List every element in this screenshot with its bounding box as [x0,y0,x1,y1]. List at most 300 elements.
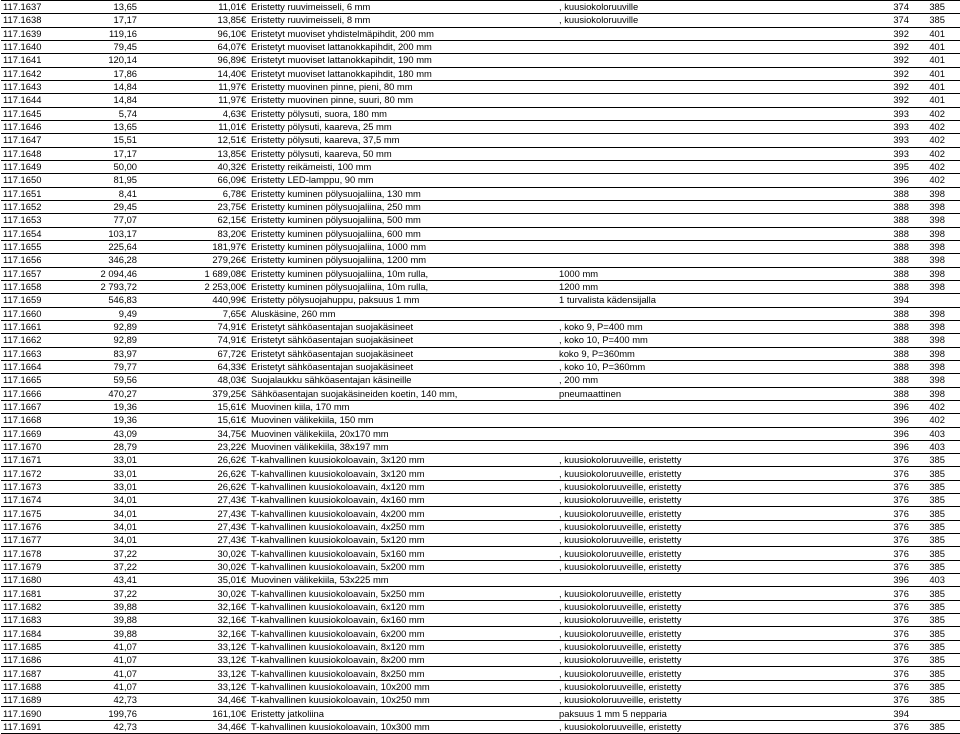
product-extra-info: , koko 10, P=360mm [557,360,873,373]
product-description: Eristetty kuminen pölysuojaliina, 10m rulla, [249,267,557,280]
product-description: T-kahvallinen kuusiokoloavain, 5x160 mm [249,547,557,560]
price-gross: 59,56 [95,374,139,387]
table-row [1,200,960,213]
price-list-rows [1,1,960,734]
product-description: T-kahvallinen kuusiokoloavain, 8x250 mm [249,667,557,680]
product-description: T-kahvallinen kuusiokoloavain, 5x250 mm [249,587,557,600]
product-extra-info: , koko 9, P=400 mm [557,320,873,333]
currency-symbol: € [241,147,249,160]
group-code-1: 376 [873,494,913,507]
product-extra-info: , kuusiokoloruuveille, eristetty [557,614,873,627]
group-code-2: 401 [913,54,960,67]
product-code: 117.1689 [1,694,95,707]
group-code-1: 376 [873,640,913,653]
price-gross: 50,00 [95,160,139,173]
product-description: Eristetty pölysuti, kaareva, 50 mm [249,147,557,160]
price-gross: 13,65 [95,1,139,14]
table-row [1,640,960,653]
group-code-1: 388 [873,360,913,373]
price-net: 27,43 [139,507,241,520]
product-extra-info [557,214,873,227]
currency-symbol: € [241,654,249,667]
group-code-2: 385 [913,627,960,640]
price-gross: 92,89 [95,334,139,347]
table-row [1,27,960,40]
group-code-2: 403 [913,427,960,440]
product-extra-info: pneumaattinen [557,387,873,400]
product-description: Muovinen välikekiila, 53x225 mm [249,574,557,587]
product-extra-info: , kuusiokoloruuveille, eristetty [557,507,873,520]
table-row [1,14,960,27]
group-code-2: 385 [913,667,960,680]
product-description: Muovinen välikekiila, 20x170 mm [249,427,557,440]
price-gross: 14,84 [95,80,139,93]
price-net: 33,12 [139,667,241,680]
currency-symbol: € [241,414,249,427]
group-code-1: 374 [873,1,913,14]
table-row [1,520,960,533]
product-description: Eristetty kuminen pölysuojaliina, 500 mm [249,214,557,227]
price-net: 13,85 [139,147,241,160]
product-code: 117.1638 [1,14,95,27]
product-code: 117.1659 [1,294,95,307]
price-gross: 17,86 [95,67,139,80]
product-extra-info [557,440,873,453]
currency-symbol: € [241,574,249,587]
product-code: 117.1673 [1,480,95,493]
price-net: 440,99 [139,294,241,307]
price-net: 27,43 [139,494,241,507]
price-net: 27,43 [139,520,241,533]
table-row [1,107,960,120]
product-code: 117.1656 [1,254,95,267]
price-net: 27,43 [139,534,241,547]
group-code-2: 398 [913,334,960,347]
product-extra-info: , koko 10, P=400 mm [557,334,873,347]
price-net: 32,16 [139,627,241,640]
currency-symbol: € [241,360,249,373]
product-description: T-kahvallinen kuusiokoloavain, 3x120 mm [249,454,557,467]
group-code-1: 392 [873,40,913,53]
product-description: Eristetyt muoviset lattanokkapihdit, 190 mm [249,54,557,67]
group-code-1: 376 [873,627,913,640]
product-code: 117.1654 [1,227,95,240]
currency-symbol: € [241,400,249,413]
group-code-2: 398 [913,254,960,267]
product-code: 117.1680 [1,574,95,587]
currency-symbol: € [241,94,249,107]
product-code: 117.1660 [1,307,95,320]
product-extra-info: , kuusiokoloruuveille, eristetty [557,640,873,653]
group-code-1: 396 [873,427,913,440]
group-code-1: 392 [873,94,913,107]
price-gross: 39,88 [95,600,139,613]
currency-symbol: € [241,467,249,480]
table-row [1,720,960,733]
group-code-1: 376 [873,654,913,667]
product-description: Eristetyt muoviset yhdistelmäpihdit, 200 mm [249,27,557,40]
product-code: 117.1679 [1,560,95,573]
price-gross: 103,17 [95,227,139,240]
product-extra-info [557,307,873,320]
price-gross: 119,16 [95,27,139,40]
product-description: Eristetty reikämeisti, 100 mm [249,160,557,173]
product-description: Eristetty pölysuti, kaareva, 25 mm [249,120,557,133]
currency-symbol: € [241,494,249,507]
group-code-2: 402 [913,134,960,147]
table-row [1,214,960,227]
group-code-2: 398 [913,387,960,400]
table-row [1,400,960,413]
group-code-1: 376 [873,600,913,613]
group-code-1: 396 [873,414,913,427]
price-net: 74,91 [139,334,241,347]
product-code: 117.1641 [1,54,95,67]
price-net: 1 689,08 [139,267,241,280]
price-gross: 15,51 [95,134,139,147]
product-code: 117.1657 [1,267,95,280]
product-code: 117.1685 [1,640,95,653]
product-code: 117.1677 [1,534,95,547]
table-row [1,614,960,627]
product-extra-info: , kuusiokoloruuveille, eristetty [557,534,873,547]
product-description: Eristetyt sähköasentajan suojakäsineet [249,360,557,373]
group-code-2: 402 [913,174,960,187]
currency-symbol: € [241,547,249,560]
price-gross: 28,79 [95,440,139,453]
table-row [1,427,960,440]
currency-symbol: € [241,107,249,120]
group-code-2: 403 [913,574,960,587]
product-description: Eristetty kuminen pölysuojaliina, 130 mm [249,187,557,200]
table-row [1,494,960,507]
product-description: T-kahvallinen kuusiokoloavain, 3x120 mm [249,467,557,480]
group-code-2: 401 [913,40,960,53]
price-gross: 41,07 [95,667,139,680]
table-row [1,360,960,373]
product-code: 117.1668 [1,414,95,427]
price-net: 11,01 [139,1,241,14]
currency-symbol: € [241,307,249,320]
product-description: Eristetty muovinen pinne, pieni, 80 mm [249,80,557,93]
group-code-1: 396 [873,174,913,187]
group-code-2: 402 [913,414,960,427]
group-code-2: 398 [913,347,960,360]
currency-symbol: € [241,347,249,360]
product-code: 117.1691 [1,720,95,733]
group-code-1: 376 [873,520,913,533]
price-net: 30,02 [139,547,241,560]
currency-symbol: € [241,667,249,680]
product-description: Eristetty pölysuti, kaareva, 37,5 mm [249,134,557,147]
product-code: 117.1652 [1,200,95,213]
price-net: 67,72 [139,347,241,360]
currency-symbol: € [241,427,249,440]
product-code: 117.1655 [1,240,95,253]
price-net: 379,25 [139,387,241,400]
price-gross: 43,41 [95,574,139,587]
product-extra-info: , kuusiokoloruuveille, eristetty [557,667,873,680]
currency-symbol: € [241,387,249,400]
group-code-1: 376 [873,720,913,733]
group-code-2: 385 [913,694,960,707]
product-extra-info: , kuusiokoloruuveille, eristetty [557,520,873,533]
table-row [1,694,960,707]
currency-symbol: € [241,587,249,600]
product-code: 117.1665 [1,374,95,387]
product-code: 117.1648 [1,147,95,160]
group-code-1: 388 [873,280,913,293]
product-code: 117.1670 [1,440,95,453]
price-gross: 14,84 [95,94,139,107]
price-net: 33,12 [139,680,241,693]
table-row [1,147,960,160]
group-code-1: 396 [873,574,913,587]
group-code-2: 385 [913,494,960,507]
product-description: T-kahvallinen kuusiokoloavain, 4x120 mm [249,480,557,493]
price-gross: 37,22 [95,547,139,560]
price-net: 62,15 [139,214,241,227]
product-code: 117.1658 [1,280,95,293]
price-net: 13,85 [139,14,241,27]
group-code-2: 401 [913,94,960,107]
price-gross: 19,36 [95,414,139,427]
product-extra-info: , kuusiokoloruuveille, eristetty [557,547,873,560]
product-extra-info [557,200,873,213]
group-code-2: 385 [913,600,960,613]
price-net: 33,12 [139,654,241,667]
table-row [1,654,960,667]
currency-symbol: € [241,227,249,240]
table-row [1,1,960,14]
table-row [1,454,960,467]
product-extra-info: , kuusiokoloruuveille, eristetty [557,467,873,480]
price-gross: 34,01 [95,520,139,533]
table-row [1,187,960,200]
product-code: 117.1642 [1,67,95,80]
price-net: 35,01 [139,574,241,587]
product-extra-info: , kuusiokoloruuveille, eristetty [557,494,873,507]
price-net: 26,62 [139,467,241,480]
group-code-2: 385 [913,720,960,733]
currency-symbol: € [241,254,249,267]
currency-symbol: € [241,80,249,93]
product-description: Eristetyt sähköasentajan suojakäsineet [249,320,557,333]
product-code: 117.1667 [1,400,95,413]
group-code-2: 385 [913,507,960,520]
product-extra-info [557,254,873,267]
group-code-2: 398 [913,214,960,227]
product-code: 117.1653 [1,214,95,227]
price-net: 279,26 [139,254,241,267]
group-code-2: 385 [913,587,960,600]
currency-symbol: € [241,627,249,640]
product-extra-info: , kuusiokoloruuville [557,14,873,27]
product-description: Aluskäsine, 260 mm [249,307,557,320]
group-code-2: 402 [913,160,960,173]
group-code-2: 385 [913,640,960,653]
table-row [1,320,960,333]
price-gross: 225,64 [95,240,139,253]
table-row [1,467,960,480]
table-row [1,480,960,493]
table-row [1,414,960,427]
currency-symbol: € [241,707,249,720]
product-extra-info [557,40,873,53]
group-code-2: 385 [913,654,960,667]
currency-symbol: € [241,214,249,227]
currency-symbol: € [241,67,249,80]
price-gross: 79,45 [95,40,139,53]
product-code: 117.1683 [1,614,95,627]
group-code-2 [913,707,960,720]
price-gross: 470,27 [95,387,139,400]
product-code: 117.1637 [1,1,95,14]
product-description: T-kahvallinen kuusiokoloavain, 6x200 mm [249,627,557,640]
product-description: T-kahvallinen kuusiokoloavain, 4x250 mm [249,520,557,533]
currency-symbol: € [241,27,249,40]
price-net: 96,10 [139,27,241,40]
table-row [1,507,960,520]
product-extra-info [557,227,873,240]
group-code-1: 388 [873,200,913,213]
table-row [1,280,960,293]
price-gross: 79,77 [95,360,139,373]
currency-symbol: € [241,374,249,387]
product-code: 117.1682 [1,600,95,613]
product-code: 117.1686 [1,654,95,667]
price-net: 7,65 [139,307,241,320]
group-code-1: 393 [873,134,913,147]
product-code: 117.1651 [1,187,95,200]
group-code-2: 398 [913,200,960,213]
price-gross: 43,09 [95,427,139,440]
price-net: 40,32 [139,160,241,173]
price-net: 34,46 [139,720,241,733]
group-code-1: 388 [873,254,913,267]
price-net: 83,20 [139,227,241,240]
product-extra-info: , kuusiokoloruuville [557,1,873,14]
group-code-1: 376 [873,480,913,493]
price-gross: 33,01 [95,454,139,467]
group-code-1: 376 [873,667,913,680]
product-description: Eristetyt sähköasentajan suojakäsineet [249,347,557,360]
product-extra-info: koko 9, P=360mm [557,347,873,360]
group-code-1: 394 [873,707,913,720]
product-description: T-kahvallinen kuusiokoloavain, 10x300 mm [249,720,557,733]
table-row [1,347,960,360]
product-extra-info [557,414,873,427]
product-extra-info: paksuus 1 mm 5 nepparia [557,707,873,720]
product-extra-info [557,240,873,253]
currency-symbol: € [241,280,249,293]
price-gross: 83,97 [95,347,139,360]
price-gross: 17,17 [95,14,139,27]
group-code-2: 385 [913,547,960,560]
product-extra-info [557,574,873,587]
table-row [1,387,960,400]
group-code-1: 392 [873,67,913,80]
product-code: 117.1639 [1,27,95,40]
table-row [1,120,960,133]
table-row [1,627,960,640]
product-code: 117.1666 [1,387,95,400]
product-extra-info [557,134,873,147]
price-net: 26,62 [139,454,241,467]
currency-symbol: € [241,440,249,453]
group-code-1: 396 [873,400,913,413]
product-description: Eristetty kuminen pölysuojaliina, 1200 mm [249,254,557,267]
price-net: 11,01 [139,120,241,133]
currency-symbol: € [241,600,249,613]
product-code: 117.1669 [1,427,95,440]
price-gross: 17,17 [95,147,139,160]
table-row [1,707,960,720]
group-code-1: 392 [873,54,913,67]
product-description: Eristetty jatkoliina [249,707,557,720]
price-gross: 19,36 [95,400,139,413]
currency-symbol: € [241,294,249,307]
price-gross: 9,49 [95,307,139,320]
product-extra-info: , 200 mm [557,374,873,387]
price-net: 32,16 [139,600,241,613]
group-code-1: 388 [873,347,913,360]
group-code-1: 394 [873,294,913,307]
product-description: Muovinen kiila, 170 mm [249,400,557,413]
table-row [1,80,960,93]
product-code: 117.1687 [1,667,95,680]
product-description: Eristetty kuminen pölysuojaliina, 250 mm [249,200,557,213]
group-code-1: 388 [873,387,913,400]
price-net: 15,61 [139,400,241,413]
group-code-1: 393 [873,120,913,133]
price-net: 23,75 [139,200,241,213]
table-row [1,574,960,587]
currency-symbol: € [241,320,249,333]
product-description: Sähköasentajan suojakäsineiden koetin, 140 mm, [249,387,557,400]
product-code: 117.1649 [1,160,95,173]
product-description: T-kahvallinen kuusiokoloavain, 6x160 mm [249,614,557,627]
group-code-2: 398 [913,320,960,333]
table-row [1,600,960,613]
product-code: 117.1678 [1,547,95,560]
price-gross: 199,76 [95,707,139,720]
product-description: Eristetty LED-lamppu, 90 mm [249,174,557,187]
product-extra-info [557,160,873,173]
price-net: 48,03 [139,374,241,387]
product-code: 117.1647 [1,134,95,147]
group-code-2: 402 [913,107,960,120]
product-description: Eristetty pölysuojahuppu, paksuus 1 mm [249,294,557,307]
currency-symbol: € [241,267,249,280]
product-description: Eristetyt sähköasentajan suojakäsineet [249,334,557,347]
group-code-2: 385 [913,14,960,27]
product-extra-info: 1000 mm [557,267,873,280]
product-code: 117.1676 [1,520,95,533]
table-row [1,307,960,320]
currency-symbol: € [241,54,249,67]
price-net: 32,16 [139,614,241,627]
price-net: 2 253,00 [139,280,241,293]
group-code-2: 398 [913,360,960,373]
price-net: 30,02 [139,587,241,600]
group-code-1: 376 [873,507,913,520]
product-code: 117.1675 [1,507,95,520]
price-gross: 41,07 [95,640,139,653]
group-code-2: 401 [913,27,960,40]
table-row [1,54,960,67]
group-code-2: 398 [913,280,960,293]
